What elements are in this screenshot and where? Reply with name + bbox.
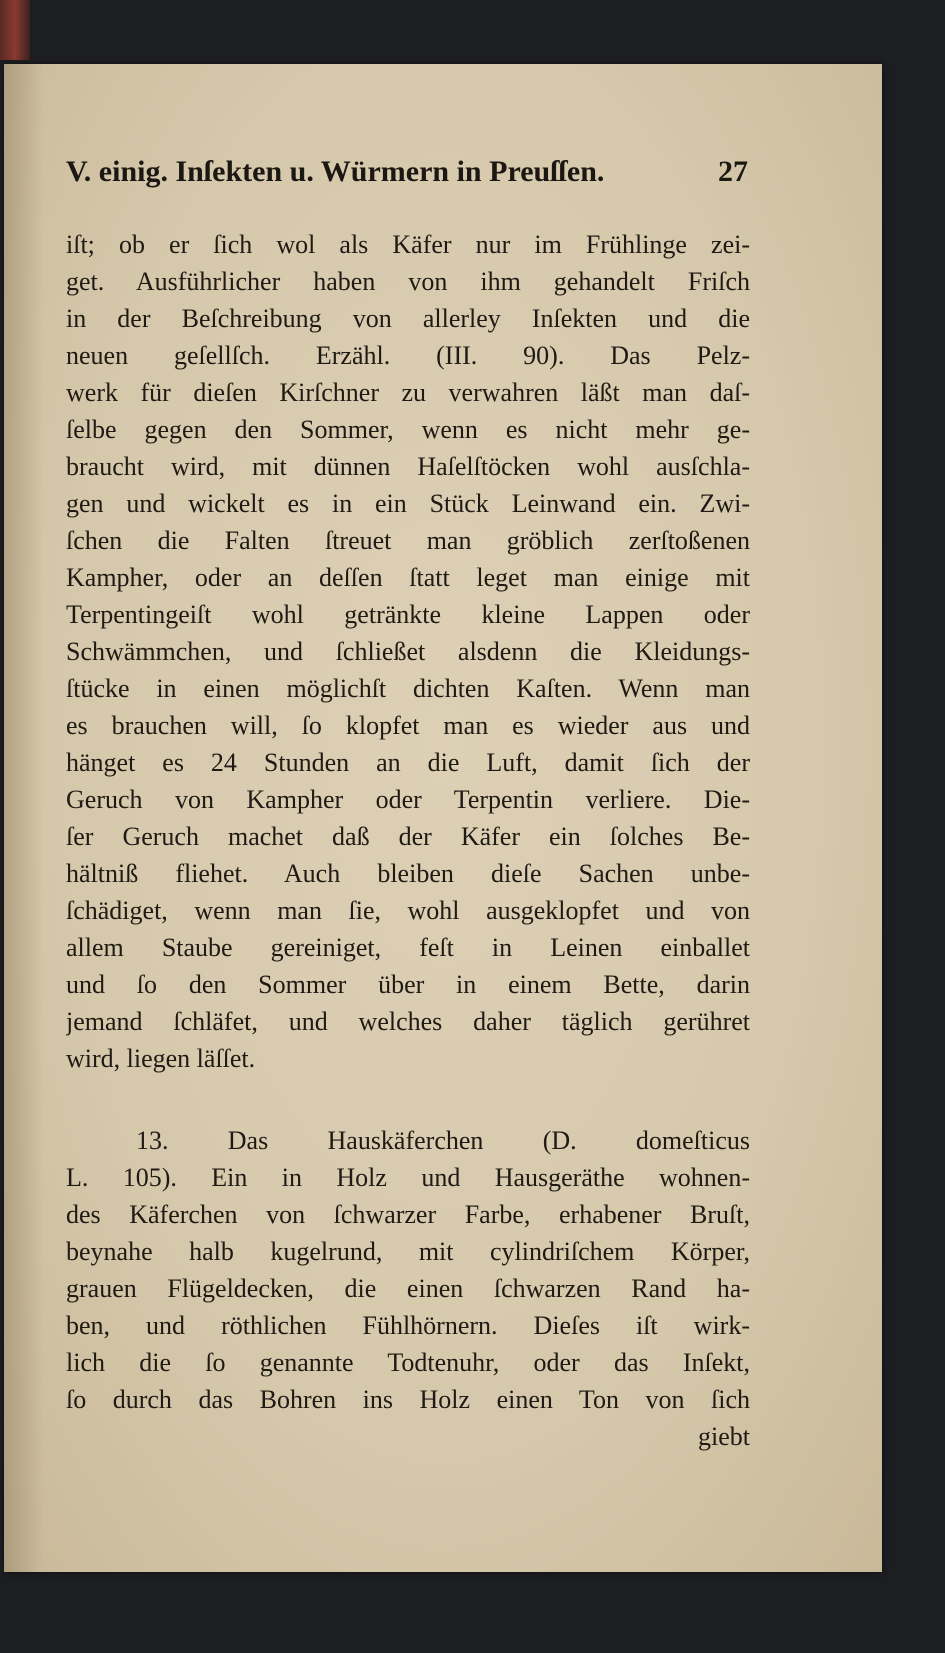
text-line: ſchädiget, wenn man ſie, wohl ausgeklopfet und von xyxy=(66,896,750,925)
page-number: 27 xyxy=(718,155,748,188)
red-bookmark-ribbon xyxy=(0,0,30,60)
text-line: ſer Geruch machet daß der Käfer ein ſolches Be- xyxy=(66,822,750,851)
text-line: get. Ausführlicher haben von ihm gehandelt Friſch xyxy=(66,267,750,296)
text-line: hältniß fliehet. Auch bleiben dieſe Sachen unbe- xyxy=(66,859,750,888)
text-line: und ſo den Sommer über in einem Bette, darin xyxy=(66,970,750,999)
text-line: des Käferchen von ſchwarzer Farbe, erhabener Bruſt, xyxy=(66,1200,750,1229)
text-line: ſtücke in einen möglichſt dichten Kaſten. Wenn man xyxy=(66,674,750,703)
text-line: hänget es 24 Stunden an die Luft, damit ſich der xyxy=(66,748,750,777)
text-line: ſelbe gegen den Sommer, wenn es nicht mehr ge- xyxy=(66,415,750,444)
text-line: Terpentingeiſt wohl getränkte kleine Lappen oder xyxy=(66,600,750,629)
paragraph-care-of-furs xyxy=(66,226,750,1077)
text-line: Schwämmchen, und ſchließet alsdenn die Kleidungs- xyxy=(66,637,750,666)
text-line: Kampher, oder an deſſen ſtatt leget man einige mit xyxy=(66,563,750,592)
text-line: ſchen die Falten ſtreuet man gröblich zerſtoßenen xyxy=(66,526,750,555)
text-line: lich die ſo genannte Todtenuhr, oder das Inſekt, xyxy=(66,1348,750,1377)
text-line: wird, liegen läſſet. xyxy=(66,1044,256,1073)
text-line: iſt; ob er ſich wol als Käfer nur im Frühlinge zei- xyxy=(66,230,750,259)
text-line: allem Staube gereiniget, feſt in Leinen einballet xyxy=(66,933,750,962)
text-line: beynahe halb kugelrund, mit cylindriſchem Körper, xyxy=(66,1237,750,1266)
catchword: giebt xyxy=(698,1422,750,1451)
running-title: V. einig. Inſekten u. Würmern in Preuſſen. xyxy=(66,155,605,188)
text-line: werk für dieſen Kirſchner zu verwahren läßt man daſ- xyxy=(66,378,750,407)
text-line: in der Beſchreibung von allerley Inſekten und die xyxy=(66,304,750,333)
text-line: 13. Das Hauskäferchen (D. domeſticus xyxy=(136,1126,750,1155)
running-header xyxy=(66,152,748,192)
book-page xyxy=(4,64,882,1572)
text-line: Geruch von Kampher oder Terpentin verliere. Die- xyxy=(66,785,750,814)
text-line: jemand ſchläfet, und welches daher täglich gerühret xyxy=(66,1007,750,1036)
text-line: ben, und röthlichen Fühlhörnern. Dieſes iſt wirk- xyxy=(66,1311,750,1340)
text-line: L. 105). Ein in Holz und Hausgeräthe wohnen- xyxy=(66,1163,750,1192)
text-line: gen und wickelt es in ein Stück Leinwand ein. Zwi- xyxy=(66,489,750,518)
paragraph-13-hauskaeferchen xyxy=(66,1122,750,1455)
text-line: ſo durch das Bohren ins Holz einen Ton von ſich xyxy=(66,1385,750,1414)
text-line: braucht wird, mit dünnen Haſelſtöcken wohl ausſchla- xyxy=(66,452,750,481)
text-line: es brauchen will, ſo klopfet man es wieder aus und xyxy=(66,711,750,740)
text-line: grauen Flügeldecken, die einen ſchwarzen Rand ha- xyxy=(66,1274,750,1303)
text-line: neuen geſellſch. Erzähl. (III. 90). Das Pelz- xyxy=(66,341,750,370)
